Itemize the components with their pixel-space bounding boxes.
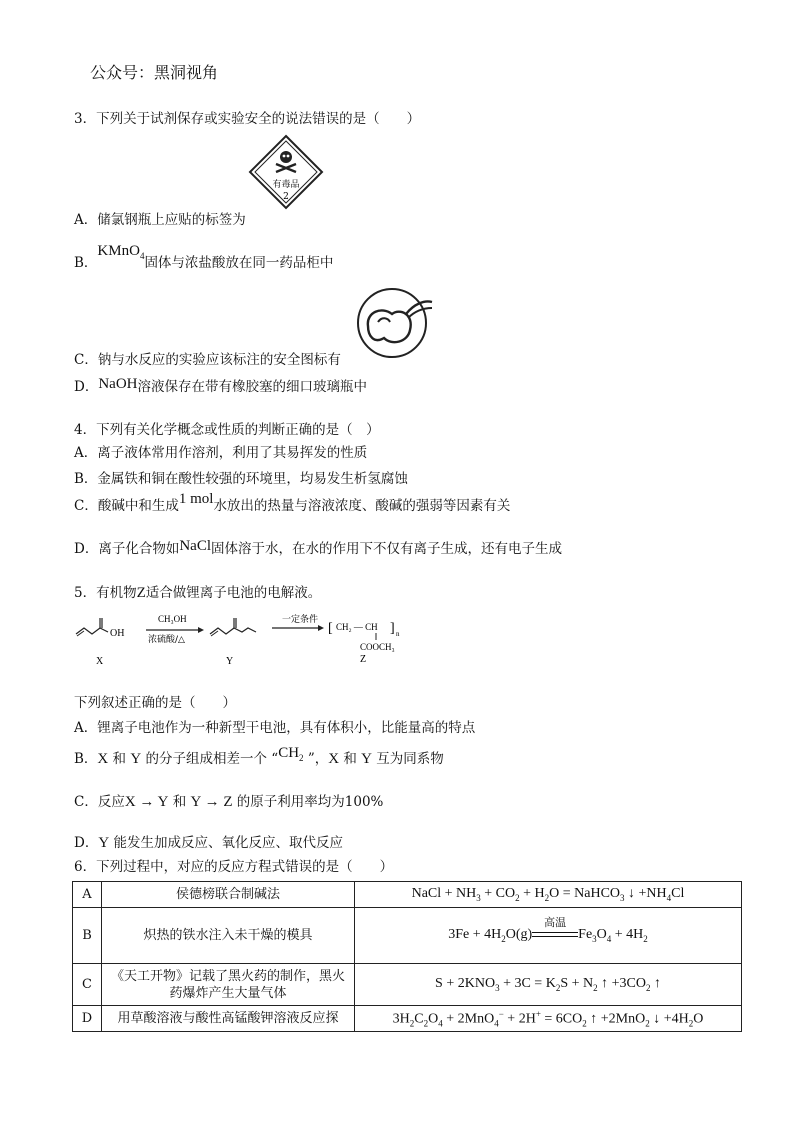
hazard-label-text: 有毒品 — [272, 180, 300, 190]
row-key: D — [73, 1006, 102, 1032]
oh-group: OH — [110, 628, 125, 639]
row-description: 用草酸溶液与酸性高锰酸钾溶液反应探 — [102, 1006, 355, 1032]
q5-stem: 5．有机物Z适合做锂离子电池的电解液。 — [74, 585, 322, 601]
polymer-n: n — [396, 630, 400, 638]
toxic-hazard-label-icon — [248, 134, 324, 210]
row-key: C — [73, 964, 102, 1006]
q3-stem: 3．下列关于试剂保存或实验安全的说法错误的是（ ） — [74, 111, 421, 127]
polymer-ester: COOCH₃ — [360, 642, 395, 652]
naoh-formula: NaOH — [98, 376, 138, 392]
q3-option-c: C．钠与水反应的实验应该标注的安全图标有 — [74, 352, 341, 368]
table-row — [73, 1006, 742, 1032]
header-text: 公众号：黑洞视角 — [90, 63, 219, 82]
kmno4-formula: KMnO$_4$ — [97, 243, 145, 261]
polymer-backbone: CH₂ — CH — [336, 622, 378, 632]
row-equation: $S + 2KNO_3 + 3C = K_2S + N_2$ ↑ $+3CO_2$ ↑ — [355, 964, 742, 1006]
reaction-condition: 一定条件 — [282, 615, 319, 625]
q4-stem: 4．下列有关化学概念或性质的判断正确的是（ ） — [74, 422, 380, 438]
q4-option-c: C．酸碱中和生成1 mol水放出的热量与溶液浓度、酸碱的强弱等因素有关 — [74, 491, 511, 514]
row-description: 侯德榜联合制碱法 — [102, 882, 355, 908]
q5-lead: 下列叙述正确的是（ ） — [74, 695, 236, 711]
row-equation: NaCl + $NH_3 + CO_2 + H_2O$ = NaHCO$_3$ ↓ $+NH_4Cl$ — [355, 882, 742, 908]
table-row — [73, 882, 742, 908]
label-x: X — [96, 656, 104, 667]
hot-flame-safety-icon — [352, 286, 436, 360]
nacl-formula: NaCl — [179, 538, 211, 554]
table-row — [73, 908, 742, 964]
mol-unit: 1 mol — [178, 491, 214, 507]
q5-option-b: B．X 和 Y 的分子组成相差一个 “$CH_2$ ”，X 和 Y 互为同系物 — [74, 745, 444, 767]
q5-option-a: A．锂离子电池作为一种新型干电池，具有体积小，比能量高的特点 — [74, 720, 476, 736]
q5-option-d: D．Y 能发生加成反应、氧化反应、取代反应 — [74, 835, 343, 851]
row-key: A — [73, 882, 102, 908]
table-row — [73, 964, 742, 1006]
label-z: Z — [360, 654, 367, 665]
reagent-ch3oh: CH₃OH — [158, 614, 187, 624]
reaction-scheme — [74, 610, 434, 670]
row-equation: $3H_2C_2O_4 + 2MnO_4^- + 2H^+ = 6CO_2$ ↑ +2MnO$_2$ ↓ $+4H_2O$ — [355, 1006, 742, 1032]
hazard-label-number: 2 — [283, 192, 289, 202]
row-equation: $3Fe + 4H_2O(g)$ 高温 $Fe_3O_4 + 4H_2$ — [355, 908, 742, 964]
svg-text:]: ] — [390, 621, 395, 636]
q3-option-a: A．储氯钢瓶上应贴的标签为 — [74, 212, 246, 228]
q4-option-b: B．金属铁和铜在酸性较强的环境里，均易发生析氢腐蚀 — [74, 471, 408, 487]
row-description: 炽热的铁水注入未干燥的模具 — [102, 908, 355, 964]
q5-option-c: C．反应X → Y 和 Y → Z 的原子利用率均为100% — [74, 794, 384, 810]
q4-option-a: A．离子液体常用作溶剂，利用了其易挥发的性质 — [74, 445, 368, 461]
row-key: B — [73, 908, 102, 964]
row-description: 《天工开物》记载了黑火药的制作，黑火药爆炸产生大量气体 — [102, 964, 355, 1006]
reaction-table — [72, 881, 742, 1032]
reaction-condition-high-temp: 高温 — [544, 915, 567, 929]
q4-option-d: D．离子化合物如NaCl固体溶于水，在水的作用下不仅有离子生成，还有电子生成 — [74, 538, 562, 557]
ch2-formula: $CH_2$ — [278, 745, 304, 763]
q6-stem: 6．下列过程中，对应的反应方程式错误的是（ ） — [74, 859, 394, 875]
label-y: Y — [226, 656, 234, 667]
q3-option-b: B．KMnO$_4$固体与浓盐酸放在同一药品柜中 — [74, 243, 334, 271]
q3-option-d: D．NaOH溶液保存在带有橡胶塞的细口玻璃瓶中 — [74, 376, 367, 395]
svg-text:[: [ — [328, 621, 333, 636]
reagent-conditions: 浓硫酸/△ — [148, 635, 185, 645]
